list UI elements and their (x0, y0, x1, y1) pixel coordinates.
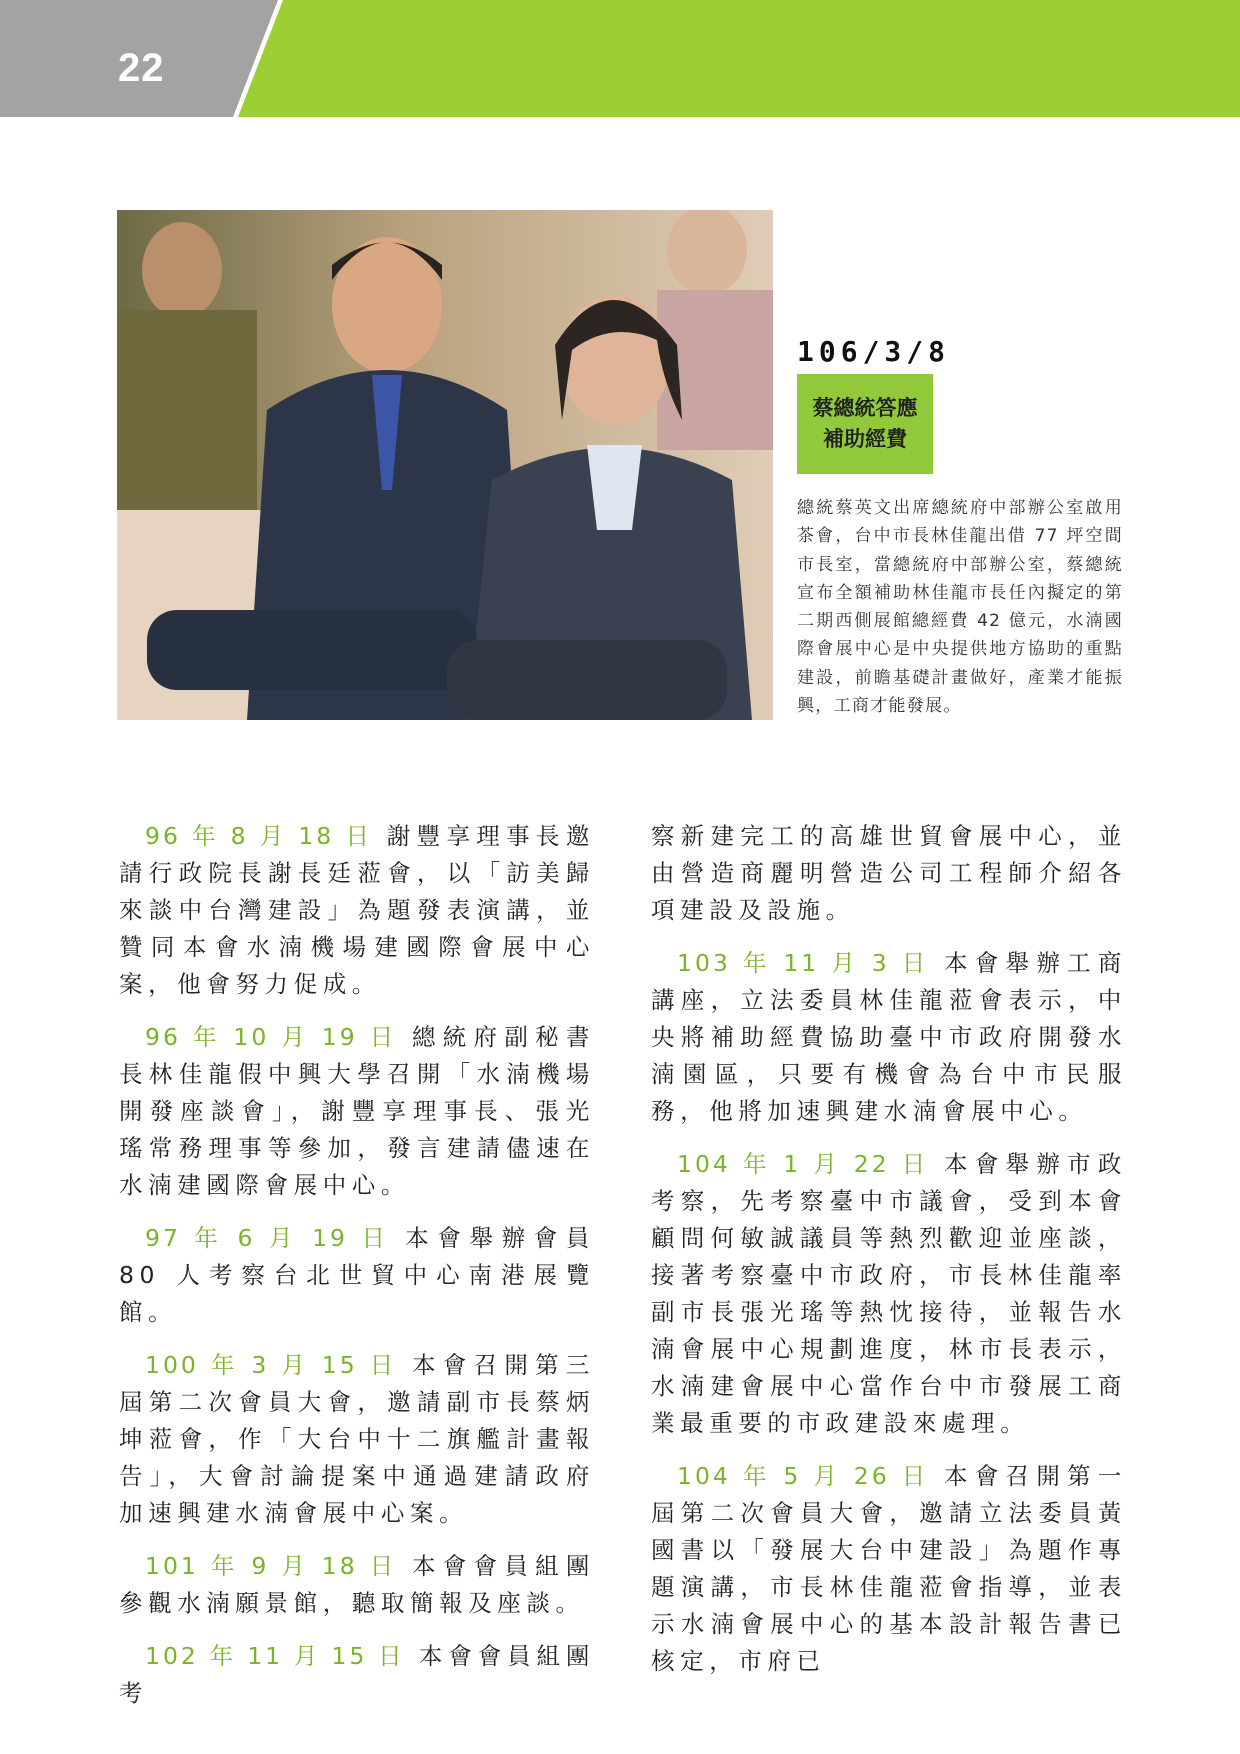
entry-date: 96 年 10 月 19 日 (145, 1023, 398, 1051)
timeline-entry (651, 1458, 1127, 1680)
entry-date: 97 年 6 月 19 日 (145, 1224, 392, 1252)
header-green-block (238, 0, 1240, 117)
timeline-entry (119, 1220, 595, 1331)
entry-date: 104 年 5 月 26 日 (677, 1462, 930, 1490)
entry-text: 總統府副秘書長林佳龍假中興大學召開「水湳機場開發座談會」，謝豐享理事長、張光瑤常務理事等參加，發言建請儘速在水湳建國際會展中心。 (119, 1023, 595, 1199)
entry-text: 本會會員組團參觀水湳願景館，聽取簡報及座談。 (119, 1552, 595, 1617)
entry-date: 104 年 1 月 22 日 (677, 1150, 930, 1178)
timeline-entry (119, 1019, 595, 1204)
timeline-entry (119, 1347, 595, 1532)
left-text-column (119, 818, 595, 1728)
entry-date: 100 年 3 月 15 日 (145, 1351, 398, 1379)
timeline-entry (651, 945, 1127, 1130)
header-shapes (0, 0, 1240, 117)
continued-entry-text: 察新建完工的高雄世貿會展中心，並由營造商麗明營造公司工程師介紹各項建設及設施。 (651, 822, 1127, 924)
caption-title-line2: 補助經費 (823, 427, 907, 451)
right-text-column (651, 818, 1127, 1696)
timeline-entry (119, 1638, 595, 1712)
entry-date: 96 年 8 月 18 日 (145, 822, 373, 850)
caption-title-line1: 蔡總統答應 (812, 396, 918, 420)
page-number: 22 (118, 46, 165, 90)
event-photo (117, 210, 773, 720)
entry-text: 本會舉辦市政考察，先考察臺中市議會，受到本會顧問何敏誠議員等熱烈歡迎並座談，接著考察臺中市政府，市長林佳龍率副市長張光瑤等熱忱接待，並報告水湳會展中心規劃進度，林市長表示，水湳建會展中心當作台中市發展工商業最重要的市政建設來處理。 (651, 1150, 1127, 1437)
page-header-band (0, 0, 1240, 117)
entry-date: 101 年 9 月 18 日 (145, 1552, 398, 1580)
entry-text: 本會召開第一屆第二次會員大會，邀請立法委員黃國書以「發展大台中建設」為題作專題演講，市長林佳龍蒞會指導，並表示水湳會展中心的基本設計報告書已核定，市府已 (651, 1462, 1127, 1675)
caption-text: 總統蔡英文出席總統府中部辦公室啟用茶會，台中市長林佳龍出借 77 坪空間市長室，當總統府中部辦公室，蔡總統宣布全額補助林佳龍市長任內擬定的第二期西側展館總經費 42 億元，水湳國際會展中心是中央提供地方協助的重點建設，前瞻基礎計畫做好，產業才能振興，工商才能發展。 (797, 498, 1123, 717)
entry-text: 本會召開第三屆第二次會員大會，邀請副市長蔡炳坤蒞會，作「大台中十二旗艦計畫報告」，大會討論提案中通過建請政府加速興建水湳會展中心案。 (119, 1351, 595, 1527)
event-photo-illustration (117, 210, 773, 720)
caption-title-box (797, 374, 933, 474)
timeline-entry (119, 1548, 595, 1622)
photo-caption-panel (797, 335, 1127, 720)
entry-text: 本會舉辦工商講座，立法委員林佳龍蒞會表示，中央將補助經費協助臺中市政府開發水湳園區，只要有機會為台中市民服務，他將加速興建水湳會展中心。 (651, 949, 1127, 1125)
timeline-entry (651, 1146, 1127, 1442)
entry-text: 本會舉辦會員 80 人考察台北世貿中心南港展覽館。 (119, 1224, 595, 1326)
entry-date: 102 年 11 月 15 日 (145, 1642, 405, 1670)
caption-date: 106/3/8 (797, 335, 951, 368)
entry-text: 謝豐享理事長邀請行政院長謝長廷蒞會，以「訪美歸來談中台灣建設」為題發表演講，並贊同本會水湳機場建國際會展中心案，他會努力促成。 (119, 822, 595, 998)
entry-text: 本會會員組團考 (119, 1642, 595, 1707)
entry-date: 103 年 11 月 3 日 (677, 949, 930, 977)
timeline-entry (119, 818, 595, 1003)
